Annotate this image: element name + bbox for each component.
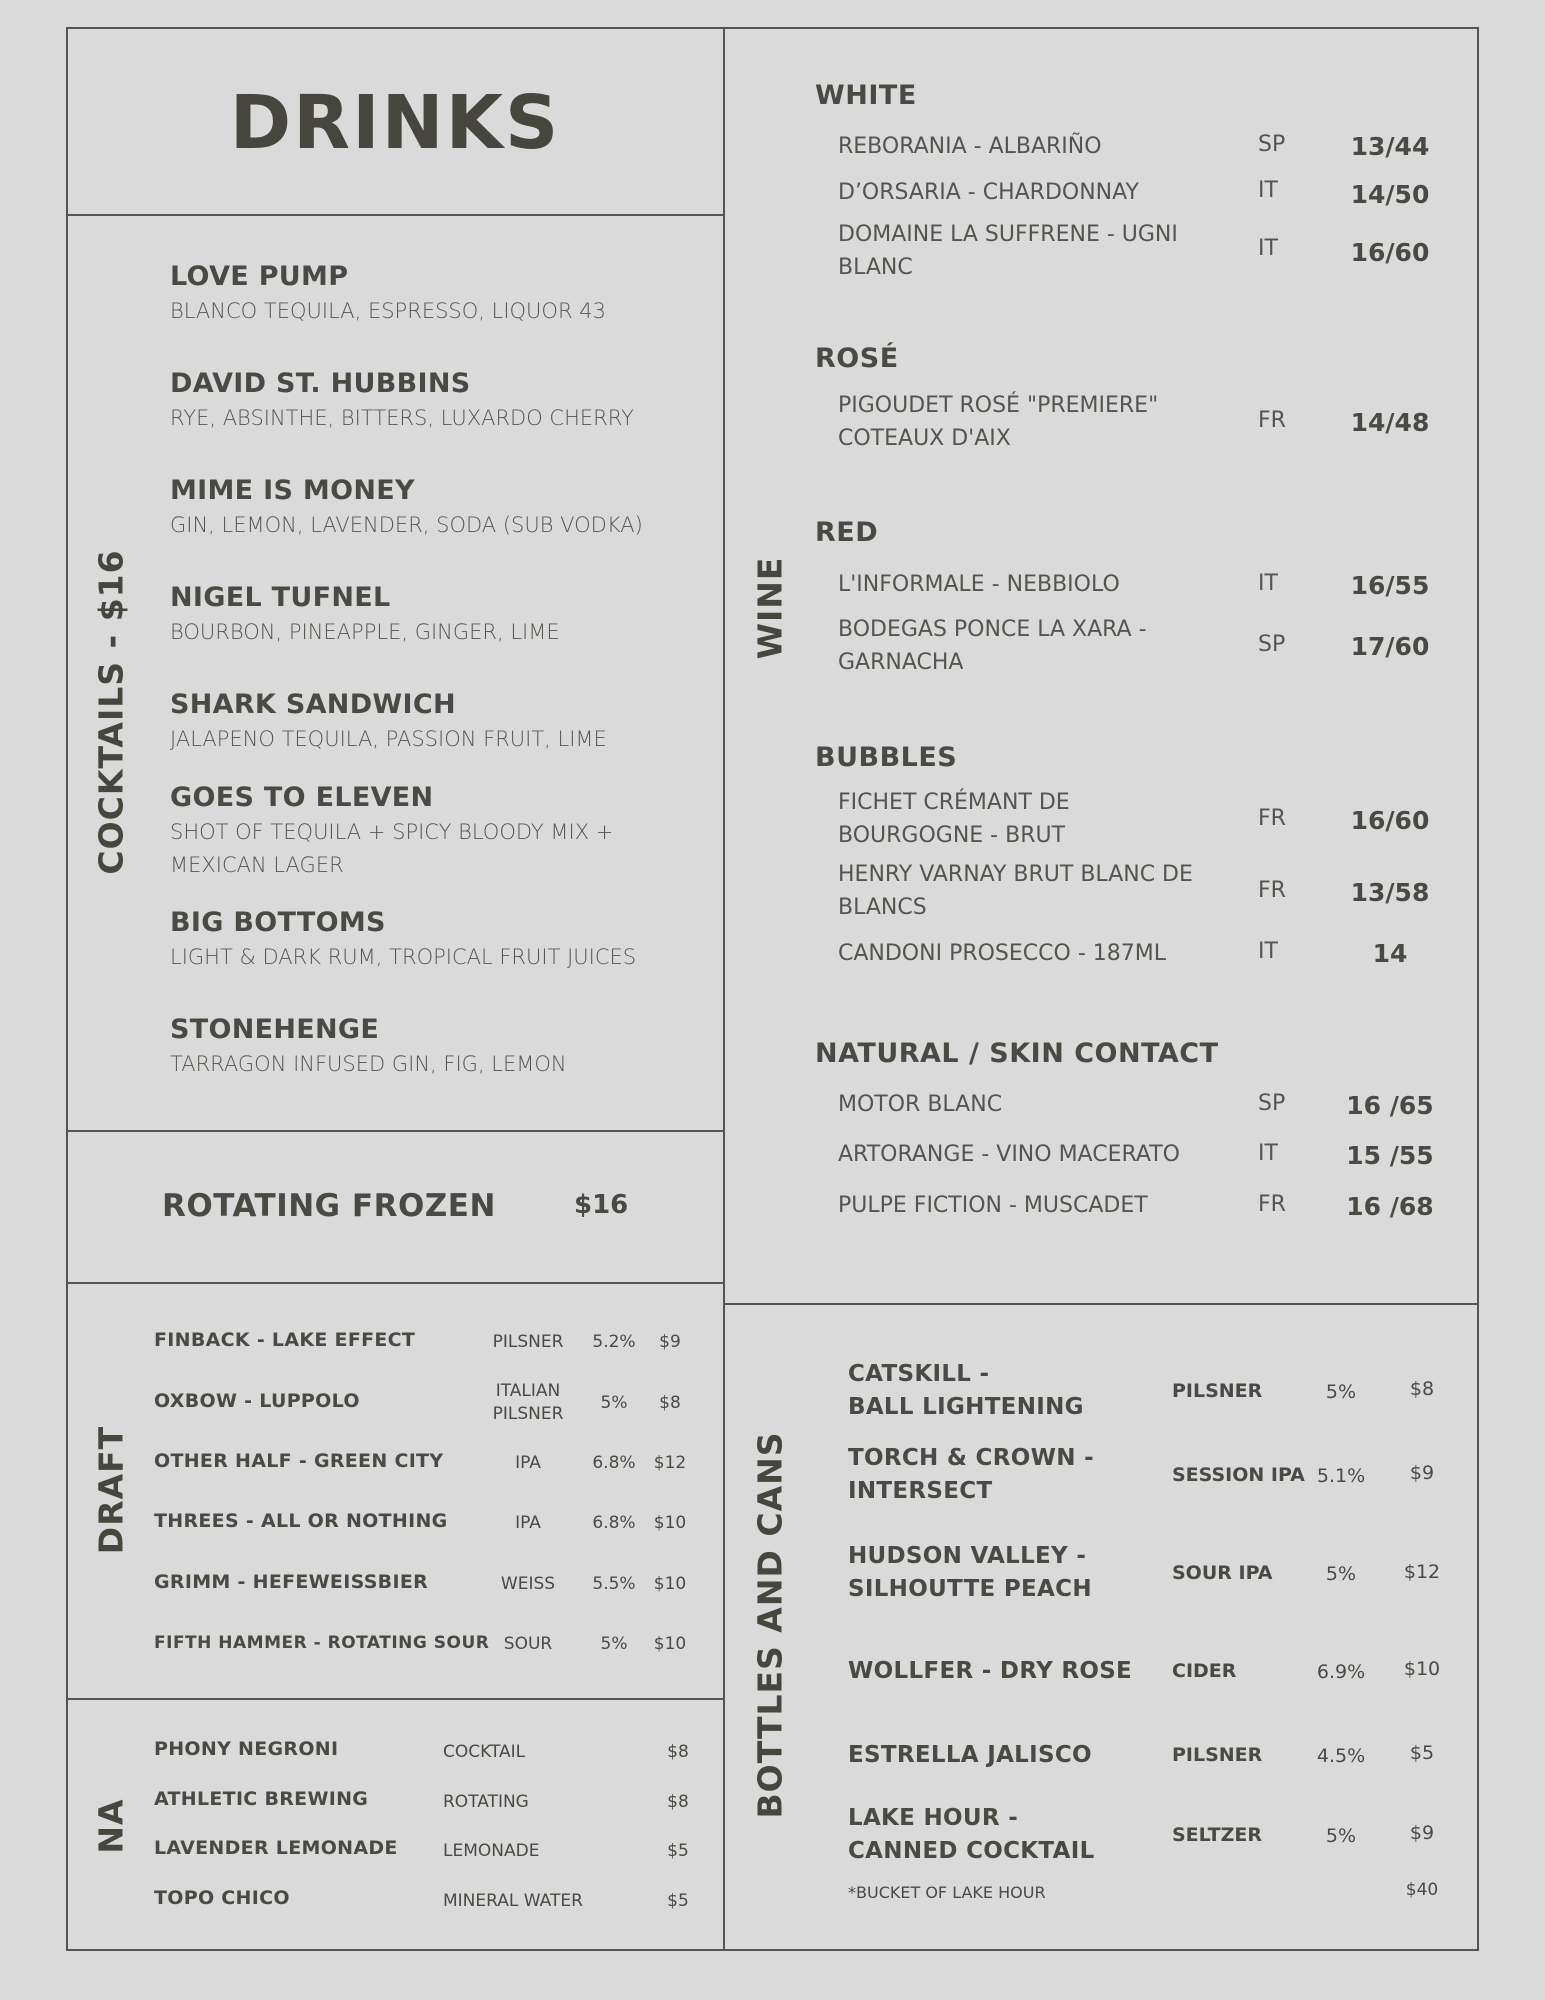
bucket-price: $40 xyxy=(1405,1880,1439,1900)
bottle-abv: 6.9% xyxy=(1316,1661,1366,1683)
wine-label: WINE xyxy=(750,556,790,660)
wine-country: FR xyxy=(1258,408,1286,433)
draft-style: IPA xyxy=(515,1453,541,1473)
wine-price: 14 xyxy=(1372,939,1408,968)
na-name: LAVENDER LEMONADE xyxy=(154,1837,398,1859)
bottle-name: LAKE HOUR - CANNED COCKTAIL xyxy=(848,1805,1095,1864)
na-price: $5 xyxy=(667,1841,689,1861)
bottle-abv: 5% xyxy=(1325,1381,1357,1403)
draft-abv: 5% xyxy=(600,1393,628,1413)
divider-draft xyxy=(66,1698,724,1700)
wine-country: FR xyxy=(1258,878,1286,903)
bottle-abv: 5% xyxy=(1325,1563,1357,1585)
wine-name: DOMAINE LA SUFFRENE - UGNI BLANC xyxy=(838,222,1178,280)
draft-style: WEISS xyxy=(500,1574,556,1594)
wine-country: SP xyxy=(1258,632,1286,657)
bottles-label: BOTTLES AND CANS xyxy=(750,1431,790,1819)
bottle-style: CIDER xyxy=(1172,1660,1237,1682)
wine-section-title: RED xyxy=(815,517,879,548)
cocktail-name: MIME IS MONEY xyxy=(170,475,415,506)
wine-name: ARTORANGE - VINO MACERATO xyxy=(838,1142,1180,1167)
wine-name: HENRY VARNAY BRUT BLANC DE BLANCS xyxy=(838,862,1193,920)
column-divider xyxy=(723,27,725,1951)
draft-abv: 6.8% xyxy=(592,1453,636,1473)
draft-abv: 5.2% xyxy=(592,1332,636,1352)
bottle-style: SESSION IPA xyxy=(1172,1464,1305,1486)
bottle-abv: 5.1% xyxy=(1316,1465,1366,1487)
bucket-note: *BUCKET OF LAKE HOUR xyxy=(848,1883,1046,1902)
wine-section-title: BUBBLES xyxy=(815,742,958,773)
cocktail-desc: BOURBON, PINEAPPLE, GINGER, LIME xyxy=(170,620,560,644)
bottle-style: PILSNER xyxy=(1172,1380,1263,1402)
draft-price: $10 xyxy=(653,1634,687,1654)
cocktail-desc: SHOT OF TEQUILA + SPICY BLOODY MIX + MEXICAN LAGER xyxy=(170,820,614,877)
draft-name: FIFTH HAMMER - ROTATING SOUR xyxy=(154,1633,490,1653)
cocktail-desc: GIN, LEMON, LAVENDER, SODA (SUB VODKA) xyxy=(170,513,643,537)
bottle-price: $9 xyxy=(1409,1822,1435,1844)
wine-price: 17/60 xyxy=(1350,632,1430,661)
wine-country: IT xyxy=(1258,1141,1278,1166)
draft-name: OTHER HALF - GREEN CITY xyxy=(154,1450,444,1472)
wine-section-title: NATURAL / SKIN CONTACT xyxy=(815,1038,1219,1069)
bottle-name: ESTRELLA JALISCO xyxy=(848,1742,1092,1768)
cocktail-item xyxy=(170,780,630,882)
cocktail-desc: RYE, ABSINTHE, BITTERS, LUXARDO CHERRY xyxy=(170,406,634,430)
bottle-price: $5 xyxy=(1409,1742,1435,1764)
na-type: COCKTAIL xyxy=(443,1742,526,1762)
draft-style: PILSNER xyxy=(492,1332,564,1352)
wine-price: 16 /65 xyxy=(1346,1091,1434,1120)
cocktail-name: DAVID ST. HUBBINS xyxy=(170,368,471,399)
divider-title xyxy=(66,214,724,216)
draft-name: GRIMM - HEFEWEISSBIER xyxy=(154,1571,429,1593)
wine-price: 16/60 xyxy=(1350,238,1430,267)
wine-name: PULPE FICTION - MUSCADET xyxy=(838,1193,1148,1218)
wine-price: 14/50 xyxy=(1350,180,1430,209)
wine-name: PIGOUDET ROSÉ "PREMIERE" COTEAUX D'AIX xyxy=(838,393,1159,451)
divider-frozen xyxy=(66,1282,724,1284)
cocktails-label: COCKTAILS - $16 xyxy=(91,549,131,875)
cocktail-item xyxy=(170,259,710,328)
na-price: $5 xyxy=(667,1891,689,1911)
wine-country: FR xyxy=(1258,1192,1286,1217)
bottle-style: PILSNER xyxy=(1172,1744,1263,1766)
cocktail-item xyxy=(170,687,710,756)
cocktail-item xyxy=(170,366,710,435)
wine-country: IT xyxy=(1258,236,1278,261)
draft-label: DRAFT xyxy=(91,1425,131,1555)
cocktail-item xyxy=(170,473,710,542)
draft-style: SOUR xyxy=(503,1634,553,1654)
divider-cocktails xyxy=(66,1130,724,1132)
wine-name: MOTOR BLANC xyxy=(838,1092,1003,1117)
bottle-style: SELTZER xyxy=(1172,1824,1262,1846)
bottle-abv: 4.5% xyxy=(1316,1745,1366,1767)
bottle-name: CATSKILL - BALL LIGHTENING xyxy=(848,1361,1084,1420)
draft-name: FINBACK - LAKE EFFECT xyxy=(154,1329,416,1351)
wine-price: 13/44 xyxy=(1350,132,1430,161)
wine-country: IT xyxy=(1258,178,1278,203)
wine-price: 15 /55 xyxy=(1346,1141,1434,1170)
wine-country: FR xyxy=(1258,806,1286,831)
cocktail-item xyxy=(170,1012,710,1081)
bottle-name: HUDSON VALLEY - SILHOUTTE PEACH xyxy=(848,1543,1092,1602)
na-type: ROTATING xyxy=(443,1792,529,1812)
wine-name: BODEGAS PONCE LA XARA - GARNACHA xyxy=(838,617,1147,675)
cocktail-item xyxy=(170,580,710,649)
bottle-name: TORCH & CROWN - INTERSECT xyxy=(848,1445,1094,1504)
wine-price: 16 /68 xyxy=(1346,1192,1434,1221)
cocktail-name: BIG BOTTOMS xyxy=(170,907,386,938)
cocktail-desc: JALAPENO TEQUILA, PASSION FRUIT, LIME xyxy=(170,727,607,751)
frozen-name: ROTATING FROZEN xyxy=(162,1188,496,1224)
bottle-style: SOUR IPA xyxy=(1172,1562,1273,1584)
wine-price: 13/58 xyxy=(1350,878,1430,907)
wine-section-title: ROSÉ xyxy=(815,343,899,374)
cocktail-name: LOVE PUMP xyxy=(170,261,349,292)
draft-abv: 5% xyxy=(600,1634,628,1654)
na-type: LEMONADE xyxy=(443,1841,540,1861)
wine-name: REBORANIA - ALBARIÑO xyxy=(838,134,1102,159)
page-title: DRINKS xyxy=(229,80,561,166)
wine-price: 16/60 xyxy=(1350,806,1430,835)
draft-name: OXBOW - LUPPOLO xyxy=(154,1390,360,1412)
draft-price: $10 xyxy=(653,1574,687,1594)
bottle-price: $10 xyxy=(1403,1658,1441,1680)
wine-section-title: WHITE xyxy=(815,80,917,111)
wine-country: SP xyxy=(1258,132,1286,157)
wine-name: D’ORSARIA - CHARDONNAY xyxy=(838,180,1139,205)
wine-name: CANDONI PROSECCO - 187ML xyxy=(838,941,1166,966)
draft-style: ITALIAN PILSNER xyxy=(492,1381,564,1424)
draft-price: $9 xyxy=(659,1332,681,1352)
cocktail-desc: TARRAGON INFUSED GIN, FIG, LEMON xyxy=(170,1052,567,1076)
wine-name: FICHET CRÉMANT DE BOURGOGNE - BRUT xyxy=(838,790,1070,848)
draft-price: $10 xyxy=(653,1513,687,1533)
draft-style: IPA xyxy=(515,1513,541,1533)
wine-country: IT xyxy=(1258,939,1278,964)
na-name: PHONY NEGRONI xyxy=(154,1738,339,1760)
bottle-price: $9 xyxy=(1409,1462,1435,1484)
draft-abv: 6.8% xyxy=(592,1513,636,1533)
wine-country: SP xyxy=(1258,1091,1286,1116)
na-type: MINERAL WATER xyxy=(443,1891,583,1911)
frozen-price: $16 xyxy=(574,1190,629,1220)
bottle-abv: 5% xyxy=(1325,1825,1357,1847)
wine-price: 16/55 xyxy=(1350,571,1430,600)
cocktail-name: GOES TO ELEVEN xyxy=(170,782,434,813)
na-price: $8 xyxy=(667,1742,689,1762)
draft-price: $12 xyxy=(653,1453,687,1473)
na-label: NA xyxy=(91,1798,131,1854)
cocktail-name: STONEHENGE xyxy=(170,1014,380,1045)
bottle-price: $8 xyxy=(1409,1378,1435,1400)
cocktail-name: NIGEL TUFNEL xyxy=(170,582,391,613)
na-name: TOPO CHICO xyxy=(154,1887,290,1909)
wine-name: L'INFORMALE - NEBBIOLO xyxy=(838,572,1120,597)
cocktail-name: SHARK SANDWICH xyxy=(170,689,456,720)
na-name: ATHLETIC BREWING xyxy=(154,1788,369,1810)
na-price: $8 xyxy=(667,1792,689,1812)
wine-price: 14/48 xyxy=(1350,408,1430,437)
cocktail-desc: LIGHT & DARK RUM, TROPICAL FRUIT JUICES xyxy=(170,945,637,969)
cocktail-desc: BLANCO TEQUILA, ESPRESSO, LIQUOR 43 xyxy=(170,299,606,323)
draft-abv: 5.5% xyxy=(592,1574,636,1594)
divider-wine xyxy=(723,1303,1479,1305)
draft-price: $8 xyxy=(659,1393,681,1413)
cocktail-item xyxy=(170,905,710,974)
bottle-price: $12 xyxy=(1403,1561,1441,1583)
wine-country: IT xyxy=(1258,571,1278,596)
draft-name: THREES - ALL OR NOTHING xyxy=(154,1510,448,1532)
bottle-name: WOLLFER - DRY ROSE xyxy=(848,1658,1133,1684)
